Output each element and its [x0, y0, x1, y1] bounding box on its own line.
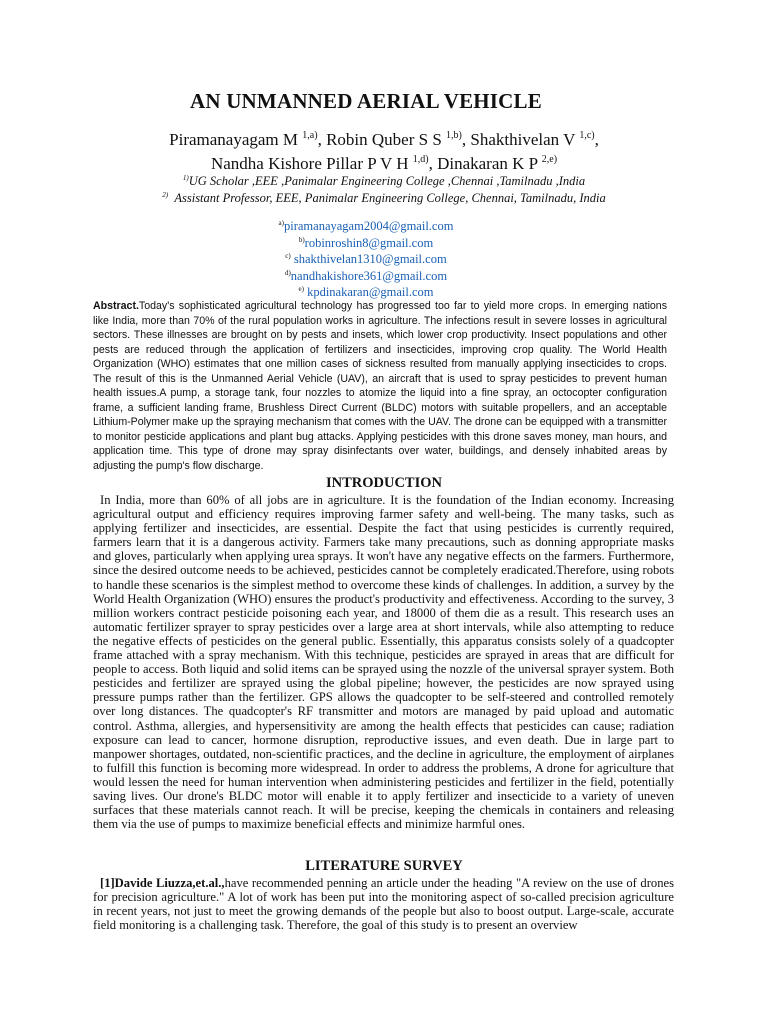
paper-title: AN UNMANNED AERIAL VEHICLE [190, 89, 542, 113]
author-line-1 [0, 128, 768, 152]
author-affiliation-marker: 1,d) [412, 154, 429, 165]
email-marker: d) [284, 268, 291, 277]
email-line [0, 251, 732, 268]
affiliation-list [0, 173, 768, 207]
author-name: Shakthivelan V [470, 130, 580, 149]
author-separator: , [428, 154, 438, 173]
author-affiliation-marker: 1,b) [446, 130, 462, 141]
abstract-text: Today's sophisticated agricultural technology has progressed too far to yield more crops. In emerging nations like India, more than 70% of the rural population works in agriculture. The infections result in severe losses in agricultural sectors. These illnesses are brought on by pests and insets, which lower crop productivity. Insect populations and other pests are reduced through the application of fertilizers and insecticides, improving crop quality. The World Health Organization (WHO) estimates that one million cases of sickness resulted from manually applying insecticides to crops. The result of this is the Unmanned Aerial Vehicle (UAV), an aircraft that is used to spray pesticides to prevent human health issues.A pump, a storage tank, four nozzles to atomize the liquid into a fine spray, an octocopter configuration frame, a sufficient landing frame, Brushless Direct Current (BLDC) motors with suitable propellers, and an acceptable Lithium-Polymer make up the spraying mechanism that comes with the UAV. The drone can be equipped with a transmitter to monitor pesticide applications and plant bug attacks. Applying pesticides with this drone saves money, man hours, and application time. This type of drone may spray disinfectants over water, buildings, and densely inhabited areas by adjusting the pump's flow discharge. [93, 300, 667, 473]
author-separator: , [317, 130, 327, 149]
author-name: Piramanayagam M [169, 130, 303, 149]
author-name: Dinakaran K P [437, 154, 542, 173]
email-link[interactable]: piramanayagam2004@gmail.com [284, 219, 454, 233]
author-separator: , [461, 130, 471, 149]
abstract-paragraph [93, 299, 667, 474]
email-marker: b) [298, 235, 305, 244]
affiliation-line [0, 190, 768, 207]
author-list [0, 128, 768, 176]
email-marker: a) [278, 219, 284, 227]
email-link[interactable]: robinroshin8@gmail.com [304, 235, 434, 250]
email-link[interactable]: nandhakishore361@gmail.com [290, 268, 448, 283]
email-marker: c) [285, 252, 291, 260]
affiliation-text: Assistant Professor, EEE, Panimalar Engineering College, Chennai, Tamilnadu, India [174, 191, 606, 205]
introduction-paragraph: In India, more than 60% of all jobs are in agriculture. It is the foundation of the Indian economy. Increasing agricultural output and efficiency requires improving farmer safety and well-being. The many tasks, such as applying fertilizer and insecticides, are essential. Despite the fact that using pesticides is currently required, farmers learn that it is a dangerous activity. Farmers take many precautions, such as donning appropriate masks and gloves, particularly when applying urea sprays. It won't have any negative effects on the farmers. Furthermore, since the desired outcome needs to be achieved, pesticides cannot be completely eradicated.Therefore, using robots to handle these scenarios is the simplest method to overcome these kinds of challenges. In addition, a survey by the World Health Organization (WHO) ensures the product's productivity and effectiveness. According to the survey, 3 million workers contract pesticide poisoning each year, and 18000 of them die as a result. This research uses an automatic fertilizer sprayer to spray pesticides over a large area at short intervals, while also attempting to reduce the negative effects of pesticides on the general public. Essentially, this apparatus consists solely of a quadcopter frame attached with a spray mechanism. With this technique, pesticides are sprayed in areas that are difficult for people to access. Both liquid and solid items can be sprayed using the nozzle of the universal sprayer system. Both pesticides and fertilizer are sprayed using the global pipeline; however, the pesticides are now sprayed using pressure pumps rather than the fertilizer. GPS allows the quadcopter to be self-steered and controlled remotely over long distances. The quadcopter's RF transmitter and motors are managed by paid upload and automatic control. Asthma, allergies, and hypersensitivity are among the health effects that pesticides can cause; radiation exposure can lead to cancer, hormone disruption, reproductive issues, and even death. Due in large part to manpower shortages, outdated, non-scientific practices, and the decline in agriculture, the employment of airplanes to fulfill this function is becoming more widespread. In order to address the problems, A drone for agriculture that would lessen the need for human intervention when administering pesticides and fertilizer in the field, potentially saving lives. Our drone's BLDC motor will enable it to apply fertilizer and insecticide to a variety of uneven surfaces that these materials cannot reach. It will be precise, keeping the chemicals in containers and releasing them via the use of pumps to maximize beneficial effects and minimize harmful ones. [93, 493, 674, 832]
email-link[interactable]: kpdinakaran@gmail.com [307, 285, 434, 299]
email-marker: e) [298, 285, 304, 293]
literature-survey-text: have recommended penning an article under the heading "A review on the use of drones for precision agriculture." A lot of work has been put into the monitoring aspect of so-called precision agriculture in recent years, not just to meet the growing demands of the people but also to boost output. Large-scale, accurate field monitoring is a challenging task. Therefore, the goal of this study is to present an overview [93, 876, 674, 933]
author-affiliation-marker: 1,a) [302, 130, 318, 141]
email-link[interactable]: shakthivelan1310@gmail.com [293, 252, 447, 266]
author-affiliation-marker: 2,e) [541, 154, 558, 165]
affiliation-marker: 1) [182, 174, 189, 182]
affiliation-line [0, 173, 768, 190]
author-name: Robin Quber S S [326, 130, 447, 149]
email-line [0, 235, 732, 252]
affiliation-text: UG Scholar ,EEE ,Panimalar Engineering College ,Chennai ,Tamilnadu ,India [188, 174, 586, 188]
author-affiliation-marker: 1,c) [579, 130, 595, 141]
email-line [0, 218, 732, 235]
author-separator: , [594, 130, 599, 149]
affiliation-marker: 2) [162, 191, 169, 199]
reference-lead: [1]Davide Liuzza,et.al., [100, 876, 225, 890]
email-list [0, 218, 732, 301]
literature-survey-paragraph [93, 876, 674, 932]
literature-survey-heading: LITERATURE SURVEY [305, 858, 463, 874]
introduction-heading: INTRODUCTION [325, 475, 442, 491]
abstract-lead: Abstract. [93, 300, 139, 312]
email-line [0, 268, 732, 285]
author-name: Nandha Kishore Pillar P V H [210, 154, 413, 173]
